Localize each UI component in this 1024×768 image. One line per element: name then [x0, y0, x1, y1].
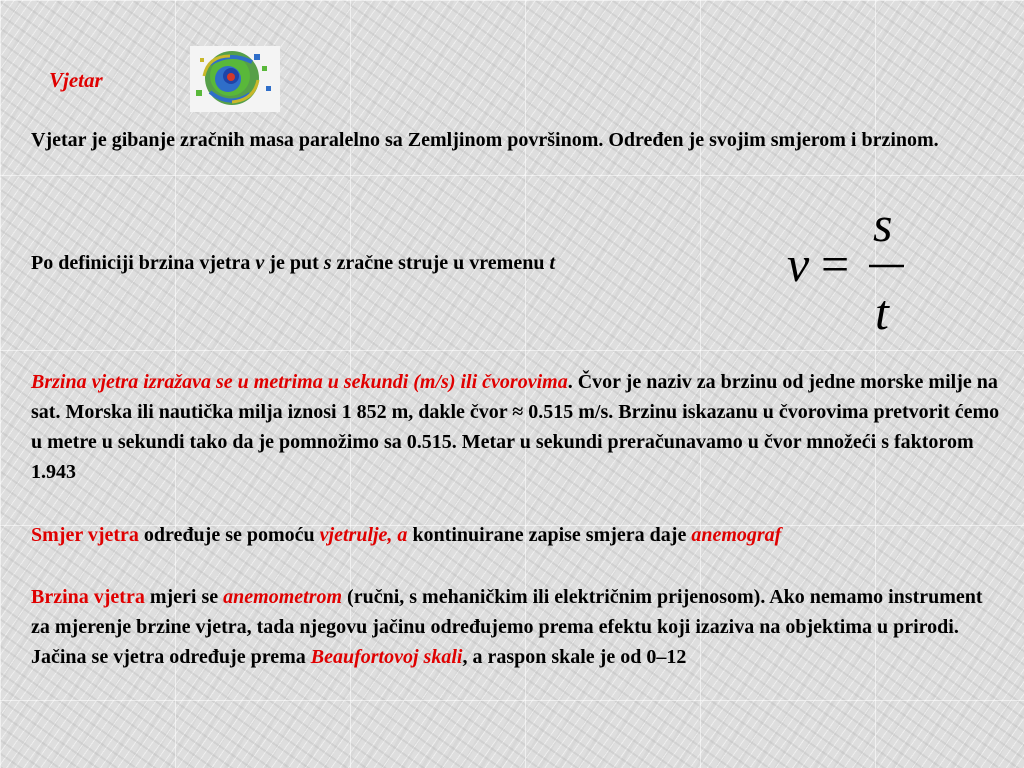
- speed-def-text-1: Po definiciji brzina vjetra: [31, 252, 256, 274]
- speed-def-text-2: je put: [264, 252, 324, 274]
- formula-equals: =: [821, 236, 850, 292]
- wind-speed-beaufort: Beaufortovoj skali: [310, 646, 463, 668]
- satellite-cyclone-icon: [190, 46, 280, 112]
- formula-denominator: t: [875, 284, 889, 340]
- paragraph-definition-text: Vjetar je gibanje zračnih masa paralelno sa Zemljinom površinom. Određen je svojim smjerom i brzinom.: [31, 129, 939, 151]
- speed-formula: [783, 205, 913, 345]
- paragraph-wind-speed-measure: [31, 582, 991, 672]
- wind-speed-text-1: mjeri se: [144, 586, 224, 608]
- slide-title: Vjetar: [49, 68, 103, 92]
- wind-speed-text-3: , a raspon skale je od 0–12: [462, 646, 687, 668]
- speed-def-symbol-t: t: [549, 252, 556, 274]
- wind-direction-anemograf: anemograf: [691, 524, 782, 546]
- speed-units-text: . Čvor je naziv za brzinu od jedne morske milje na sat. Morska ili nautička milja iznosi 1 852 m, dakle čvor ≈ 0.515 m/s. Brzinu iskazanu u čvorovima pretvorit ćemo u metre u sekundi tako da je pomnožimo sa 0.515. Metar u sekundi preračunavamo u čvor množeći s faktorom 1.943: [31, 371, 1000, 483]
- speed-units-highlight: Brzina vjetra izražava se u metrima u sekundi (m/s) ili čvorovima: [31, 371, 568, 393]
- paragraph-wind-direction: [31, 520, 1011, 550]
- speed-def-symbol-v: v: [255, 252, 265, 274]
- wind-direction-text-2: kontinuirane zapise smjera daje: [407, 524, 692, 546]
- wind-speed-term: Brzina vjetra: [31, 586, 145, 608]
- wind-direction-text-1: određuje se pomoću: [138, 524, 320, 546]
- wind-direction-instrument: vjetrulje, a: [319, 524, 408, 546]
- paragraph-speed-definition: [31, 248, 731, 278]
- formula-lhs: v: [787, 236, 810, 292]
- wind-speed-text-2: (ručni, s mehaničkim ili električnim prijenosom). Ako nemamo instrument za mjerenje brzine vjetra, tada njegovu jačinu određujemo prema efektu koji izaziva na objektima u prirodi. Jačina se vjetra određuje prema: [31, 586, 983, 668]
- paragraph-speed-units: [31, 367, 1011, 487]
- wind-speed-anemometer: anemometrom: [223, 586, 343, 608]
- wind-direction-term: Smjer vjetra: [31, 524, 139, 546]
- paragraph-definition: [31, 125, 991, 155]
- formula-numerator: s: [873, 205, 893, 252]
- speed-def-symbol-s: s: [323, 252, 332, 274]
- speed-def-text-3: zračne struje u vremenu: [331, 252, 550, 274]
